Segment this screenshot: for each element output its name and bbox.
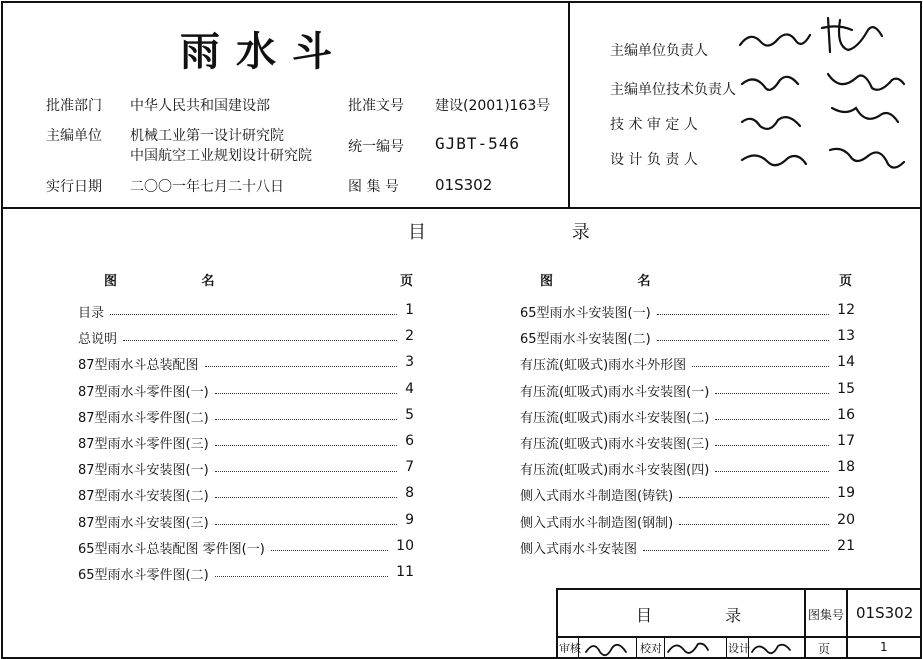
unified-no-label: 统一编号: [348, 139, 404, 155]
toc-leader-dots: [215, 393, 397, 394]
toc-left-row: [78, 381, 414, 403]
titleblock-page-label: 页: [818, 642, 831, 656]
toc-item-name: 有压流(虹吸式)雨水斗安装图(四): [520, 463, 710, 479]
toc-item-name: 侧入式雨水斗制造图(钢制): [520, 515, 674, 531]
approval-doc: 建设(2001)163号: [435, 98, 551, 114]
toc-right-col-name: 图 名: [540, 274, 691, 289]
toc-leader-dots: [715, 471, 829, 472]
toc-item-name: 有压流(虹吸式)雨水斗安装图(一): [520, 384, 710, 400]
toc-item-page: 6: [405, 433, 414, 449]
toc-left-row: [78, 407, 414, 429]
chief-unit-head-label: 主编单位负责人: [610, 43, 708, 59]
toc-item-name: 65型雨水斗安装图(二): [520, 332, 651, 348]
titleblock-signatures: [582, 638, 802, 657]
toc-right-col-page: 页: [839, 274, 853, 289]
toc-item-page: 11: [396, 564, 414, 580]
page-right-border: [920, 208, 922, 659]
editor-unit-label: 主编单位: [46, 128, 102, 144]
toc-right-row: [520, 302, 855, 324]
toc-item-name: 87型雨水斗安装图(三): [78, 515, 209, 531]
toc-leader-dots: [679, 524, 829, 525]
toc-item-name: 87型雨水斗安装图(一): [78, 463, 209, 479]
toc-item-page: 19: [837, 485, 855, 502]
toc-item-page: 2: [405, 328, 414, 345]
toc-leader-dots: [657, 340, 829, 341]
toc-item-page: 9: [405, 511, 414, 528]
toc-leader-dots: [110, 314, 397, 315]
toc-item-page: 10: [396, 537, 414, 554]
atlas-no: 01S302: [435, 176, 493, 194]
toc-left-row: [78, 433, 414, 455]
toc-leader-dots: [123, 340, 397, 341]
titleblock-atlas-label: 图集号: [808, 608, 845, 622]
toc-left-row: [78, 459, 414, 481]
toc-item-name: 65型雨水斗总装配图 零件图(一): [78, 541, 265, 557]
approval-dept-label: 批准部门: [46, 98, 102, 114]
toc-leader-dots: [679, 497, 829, 498]
toc-item-name: 侧入式雨水斗安装图: [520, 541, 638, 557]
toc-leader-dots: [215, 445, 397, 446]
toc-leader-dots: [715, 393, 829, 394]
toc-leader-dots: [205, 366, 397, 367]
toc-leader-dots: [215, 471, 397, 472]
toc-left-row: [78, 485, 414, 507]
toc-left-col-name: 图 名: [104, 274, 255, 289]
toc-left-row: [78, 354, 414, 376]
toc-title: 目 录: [408, 222, 660, 243]
titleblock-design-label: 设计: [728, 642, 750, 655]
titleblock-review-label: 审核: [559, 642, 581, 655]
toc-item-name: 87型雨水斗零件图(二): [78, 410, 209, 426]
header-divider: [568, 1, 570, 208]
titleblock-page-no: 1: [880, 640, 888, 654]
toc-item-page: 4: [405, 380, 414, 397]
toc-left-row: [78, 328, 414, 350]
approval-dept: 中华人民共和国建设部: [130, 98, 270, 114]
toc-leader-dots: [643, 550, 829, 551]
titleblock-v1: [804, 588, 806, 658]
signature-strokes: [736, 10, 920, 185]
effective-date: 二〇〇一年七月二十八日: [130, 179, 284, 195]
atlas-no-label: 图 集 号: [348, 179, 399, 195]
toc-right-row: [520, 512, 855, 534]
toc-item-name: 65型雨水斗零件图(二): [78, 568, 209, 583]
chief-unit-tech-head-label: 主编单位技术负责人: [610, 82, 736, 98]
toc-leader-dots: [215, 419, 397, 420]
toc-item-page: 14: [837, 354, 855, 371]
toc-item-name: 87型雨水斗总装配图: [78, 358, 199, 374]
toc-item-name: 87型雨水斗安装图(二): [78, 489, 209, 505]
toc-right-row: [520, 407, 855, 429]
toc-item-page: 16: [837, 406, 855, 423]
toc-leader-dots: [657, 314, 829, 315]
toc-item-name: 有压流(虹吸式)雨水斗外形图: [520, 358, 687, 374]
toc-item-page: 3: [405, 354, 414, 371]
toc-leader-dots: [271, 550, 388, 551]
toc-right-row: [520, 354, 855, 376]
tech-reviewer-label: 技 术 审 定 人: [610, 117, 698, 133]
toc-left-col-page: 页: [400, 274, 414, 289]
titleblock-left: [556, 588, 558, 658]
toc-item-name: 有压流(虹吸式)雨水斗安装图(二): [520, 410, 710, 426]
toc-item-page: 15: [837, 380, 855, 397]
titleblock-top: [556, 588, 921, 590]
toc-leader-dots: [215, 576, 388, 577]
toc-item-name: 87型雨水斗零件图(三): [78, 437, 209, 452]
toc-item-page: 13: [837, 328, 855, 345]
toc-left-row: [78, 564, 414, 586]
toc-right-row: [520, 485, 855, 507]
toc-leader-dots: [692, 366, 829, 367]
toc-right-row: [520, 538, 855, 560]
titleblock-atlas-no: 01S302: [856, 604, 914, 622]
titleblock-name: 目 录: [636, 606, 776, 625]
toc-left-row: [78, 302, 414, 324]
toc-right-row: [520, 328, 855, 350]
toc-item-page: 21: [837, 537, 855, 554]
toc-item-name: 有压流(虹吸式)雨水斗安装图(三): [520, 437, 710, 452]
toc-item-page: 7: [405, 459, 414, 476]
toc-item-page: 8: [405, 485, 414, 502]
titleblock-v2: [846, 588, 848, 658]
toc-item-name: 侧入式雨水斗制造图(铸铁): [520, 489, 674, 505]
toc-left-row: [78, 512, 414, 534]
editor-unit-2: 中国航空工业规划设计研究院: [130, 148, 312, 164]
unified-no: GJBT-546: [435, 134, 521, 153]
toc-item-page: 20: [837, 511, 855, 528]
approval-doc-label: 批准文号: [348, 98, 404, 114]
toc-right-row: [520, 459, 855, 481]
toc-item-page: 12: [837, 302, 855, 318]
atlas-title: 雨水斗: [180, 29, 348, 75]
design-lead-label: 设 计 负 责 人: [610, 152, 698, 168]
toc-leader-dots: [715, 419, 829, 420]
toc-leader-dots: [215, 524, 397, 525]
page-left-border: [1, 208, 3, 659]
toc-left-row: [78, 538, 414, 560]
toc-item-page: 5: [405, 406, 414, 423]
toc-item-name: 87型雨水斗零件图(一): [78, 384, 209, 400]
editor-unit-1: 机械工业第一设计研究院: [130, 128, 284, 144]
toc-item-page: 17: [837, 433, 855, 449]
toc-leader-dots: [715, 445, 829, 446]
toc-item-page: 18: [837, 459, 855, 476]
toc-item-name: 65型雨水斗安装图(一): [520, 306, 651, 321]
titleblock-check-label: 校对: [640, 642, 662, 655]
toc-right-row: [520, 381, 855, 403]
toc-item-name: 总说明: [78, 332, 118, 348]
toc-right-row: [520, 433, 855, 455]
toc-item-page: 1: [405, 302, 414, 318]
toc-item-name: 目录: [78, 306, 105, 321]
toc-leader-dots: [215, 497, 397, 498]
effective-date-label: 实行日期: [46, 179, 102, 195]
